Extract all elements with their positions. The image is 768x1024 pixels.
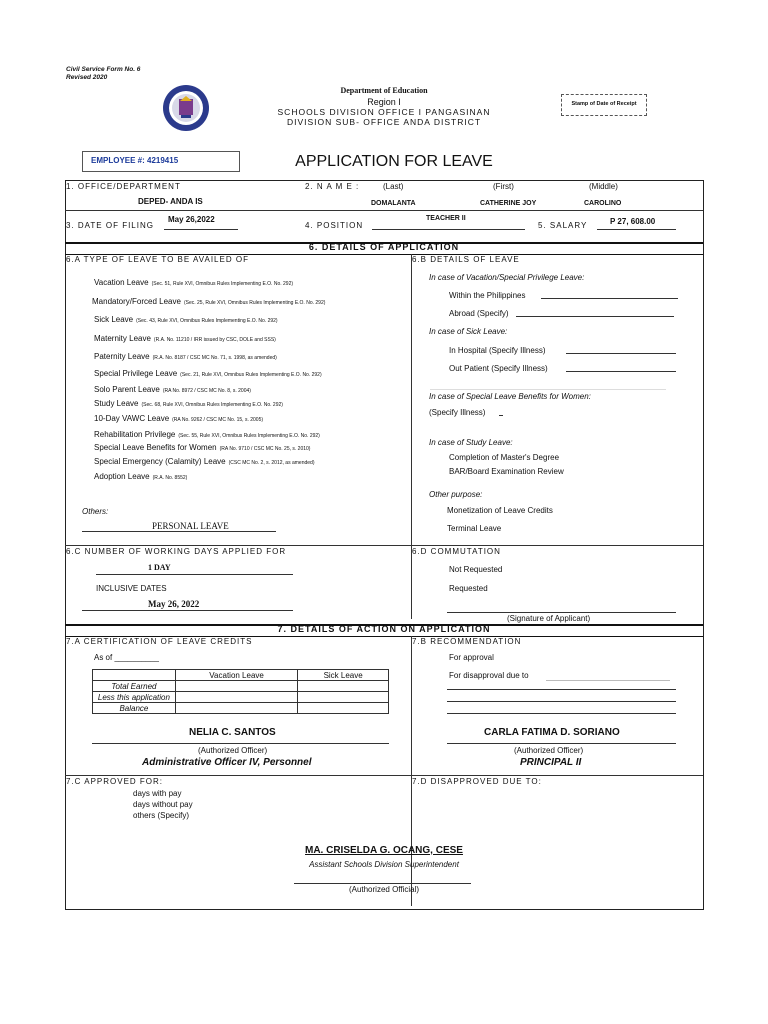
monetization-option[interactable]: Monetization of Leave Credits <box>447 506 553 515</box>
days-with-pay-field[interactable]: days with pay <box>133 789 182 798</box>
approving-official-name: MA. CRISELDA G. OCANG, CESE <box>305 845 463 856</box>
certifying-officer-title: Administrative Officer IV, Personnel <box>142 757 312 768</box>
recommending-officer-title: PRINCIPAL II <box>520 757 582 768</box>
leave-type-name: Paternity Leave <box>94 352 150 361</box>
other-purpose-heading: Other purpose: <box>429 490 483 499</box>
form-revised: Revised 2020 <box>66 74 108 81</box>
leave-type-name: Maternity Leave <box>94 334 151 343</box>
section-6a-label: 6.A TYPE OF LEAVE TO BE AVAILED OF <box>66 255 249 264</box>
office-label: 1. OFFICE/DEPARTMENT <box>66 182 181 191</box>
leave-type-name: Rehabilitation Privilege <box>94 430 176 439</box>
department-name: Department of Education <box>340 86 428 95</box>
section-6c-label: 6.C NUMBER OF WORKING DAYS APPLIED FOR <box>66 547 287 556</box>
section-7a-label: 7.A CERTIFICATION OF LEAVE CREDITS <box>66 637 253 646</box>
table-row: Balance <box>93 703 389 714</box>
in-hospital-option[interactable]: In Hospital (Specify Illness) <box>449 346 546 355</box>
section-7b-label: 7.B RECOMMENDATION <box>412 637 522 646</box>
out-patient-option[interactable]: Out Patient (Specify Illness) <box>449 364 548 373</box>
employee-number: EMPLOYEE #: 4219415 <box>91 156 179 165</box>
first-name-label: (First) <box>493 182 514 191</box>
others-specify-field[interactable]: others (Specify) <box>133 811 190 820</box>
leave-type-item[interactable] <box>94 346 277 364</box>
leave-type-reference: (Sec. 21, Rule XVI, Omnibus Rules Implementing E.O. No. 292) <box>180 372 322 378</box>
leave-type-name: Adoption Leave <box>94 472 150 481</box>
district-office: DIVISION SUB- OFFICE ANDA DISTRICT <box>286 117 482 127</box>
not-requested-option[interactable]: Not Requested <box>449 565 503 574</box>
form-number: Civil Service Form No. 6 <box>66 66 141 73</box>
approving-official-title: Assistant Schools Division Superintendent <box>309 860 459 869</box>
first-name-value[interactable]: CATHERINE JOY <box>480 200 537 207</box>
section-6-header: 6. DETAILS OF APPLICATION <box>308 242 460 252</box>
bar-review-option[interactable]: BAR/Board Examination Review <box>449 467 564 476</box>
leave-type-reference: (Sec. 43, Rule XVI, Omnibus Rules Implementing E.O. No. 292) <box>136 318 278 324</box>
women-benefits-heading: In case of Special Leave Benefits for Women: <box>429 392 591 401</box>
leave-type-name: Sick Leave <box>94 315 134 324</box>
section-6b-label: 6.B DETAILS OF LEAVE <box>412 255 520 264</box>
leave-type-name: Solo Parent Leave <box>94 385 160 394</box>
salary-value[interactable]: P 27, 608.00 <box>610 217 656 226</box>
leave-type-item[interactable] <box>94 272 293 290</box>
last-name-value[interactable]: DOMALANTA <box>371 200 416 207</box>
study-leave-heading: In case of Study Leave: <box>429 438 513 447</box>
middle-name-value[interactable]: CAROLINO <box>584 200 622 207</box>
others-value[interactable]: PERSONAL LEAVE <box>152 521 229 531</box>
specify-illness-field[interactable]: (Specify Illness) <box>429 408 486 417</box>
terminal-leave-option[interactable]: Terminal Leave <box>447 524 502 533</box>
middle-name-label: (Middle) <box>589 182 618 191</box>
region-name: Region I <box>367 97 401 107</box>
leave-type-reference: (Sec. 25, Rule XVI, Omnibus Rules Implementing E.O. No. 292) <box>183 300 326 306</box>
working-days-value[interactable]: 1 DAY <box>148 563 171 572</box>
inclusive-dates-label: INCLUSIVE DATES <box>96 584 167 593</box>
leave-type-name: 10-Day VAWC Leave <box>94 414 170 423</box>
recommending-officer-name: CARLA FATIMA D. SORIANO <box>484 727 620 738</box>
leave-type-reference: (RA No. 9262 / CSC MC No. 15, s. 2005) <box>172 417 264 423</box>
leave-type-reference: (R.A. No. 8187 / CSC MC No. 71, s. 1998, as amended) <box>152 355 277 361</box>
section-7d-label: 7.D DISAPPROVED DUE TO: <box>412 777 542 786</box>
leave-type-item[interactable] <box>94 328 276 346</box>
salary-label: 5. SALARY <box>538 221 588 230</box>
days-without-pay-field[interactable]: days without pay <box>133 800 193 809</box>
leave-type-reference: (Sec. 68, Rule XVI, Omnibus Rules Implementing E.O. No. 292) <box>141 402 283 408</box>
sick-leave-header: Sick Leave <box>298 670 389 681</box>
office-value: DEPED- ANDA IS <box>138 197 203 206</box>
section-6d-label: 6.D COMMUTATION <box>412 547 501 556</box>
approving-official-role: (Authorized Official) <box>348 885 420 894</box>
leave-type-name: Mandatory/Forced Leave <box>92 297 181 306</box>
leave-type-name: Special Emergency (Calamity) Leave <box>94 457 226 466</box>
vacation-details-heading: In case of Vacation/Special Privilege Leave: <box>429 273 585 282</box>
abroad-option[interactable]: Abroad (Specify) <box>449 309 509 318</box>
recommending-officer-role: (Authorized Officer) <box>514 746 584 755</box>
stamp-box: Stamp of Date of Receipt <box>561 94 647 116</box>
as-of-field[interactable]: As of __________ <box>94 653 159 662</box>
position-value[interactable]: TEACHER II <box>426 215 466 222</box>
leave-type-item[interactable] <box>94 309 278 327</box>
leave-type-name: Study Leave <box>94 399 139 408</box>
leave-type-reference: (RA No. 9710 / CSC MC No. 25, s. 2010) <box>219 446 311 452</box>
date-of-filing-value[interactable]: May 26,2022 <box>168 215 215 224</box>
leave-type-reference: (R.A. No. 8552) <box>152 475 188 481</box>
sick-details-heading: In case of Sick Leave: <box>429 327 508 336</box>
requested-option[interactable]: Requested <box>449 584 488 593</box>
leave-credits-table <box>92 669 389 714</box>
others-label: Others: <box>82 507 109 516</box>
leave-type-name: Vacation Leave <box>94 278 149 287</box>
signature-of-applicant-label: (Signature of Applicant) <box>507 614 591 623</box>
section-7c-label: 7.C APPROVED FOR: <box>66 777 164 786</box>
last-name-label: (Last) <box>383 182 404 191</box>
leave-type-name: Special Privilege Leave <box>94 369 178 378</box>
name-label: 2. N A M E : <box>305 182 360 191</box>
leave-type-reference: (Sec. 51, Rule XVI, Omnibus Rules Implementing E.O. No. 292) <box>151 281 294 287</box>
leave-type-reference: (R.A. No. 11210 / IRR issued by CSC, DOLE and SSS) <box>153 337 276 343</box>
for-disapproval-option[interactable]: For disapproval due to <box>449 671 529 680</box>
leave-type-name: Special Leave Benefits for Women <box>94 443 217 452</box>
certifying-officer-name: NELIA C. SANTOS <box>189 727 276 738</box>
leave-type-item[interactable] <box>92 291 325 309</box>
table-row: Total Earned <box>93 681 389 692</box>
section-7-header: 7. DETAILS OF ACTION ON APPLICATION <box>277 624 491 634</box>
vacation-leave-header: Vacation Leave <box>175 670 297 681</box>
date-of-filing-label: 3. DATE OF FILING <box>66 221 154 230</box>
leave-type-reference: (RA No. 8972 / CSC MC No. 8, s. 2004) <box>162 388 251 394</box>
for-approval-option[interactable]: For approval <box>449 653 494 662</box>
form-title: APPLICATION FOR LEAVE <box>295 153 493 170</box>
inclusive-dates-value[interactable]: May 26, 2022 <box>148 599 200 609</box>
table-row: Less this application <box>93 692 389 703</box>
leave-type-reference: (CSC MC No. 2, s. 2012, as amended) <box>228 460 315 466</box>
position-label: 4. POSITION <box>305 221 364 230</box>
leave-type-reference: (Sec. 55, Rule XVI, Omnibus Rules Implementing E.O. No. 292) <box>178 433 320 439</box>
leave-type-item[interactable] <box>94 466 187 484</box>
masters-degree-option[interactable]: Completion of Master's Degree <box>449 453 560 462</box>
within-philippines-option[interactable]: Within the Philippines <box>449 291 526 300</box>
division-office: SCHOOLS DIVISION OFFICE I PANGASINAN <box>277 107 491 117</box>
certifying-officer-role: (Authorized Officer) <box>198 746 268 755</box>
